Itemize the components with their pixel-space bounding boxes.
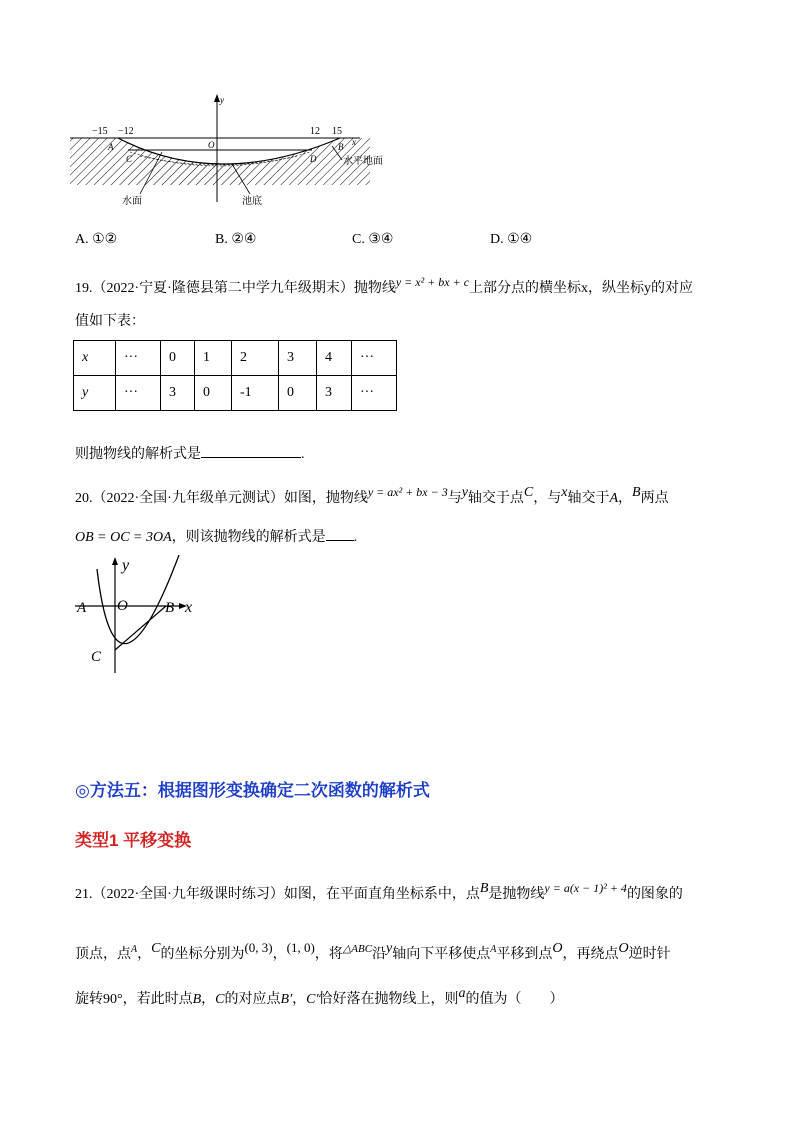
fig2-point-a: A: [77, 600, 87, 616]
q20-line1: 20.（2022·全国·九年级单元测试）如图，抛物线y = ax² + bx − 3与y轴交于点C，与x轴交于A，B两点: [75, 485, 669, 506]
fig2-origin: O: [117, 598, 128, 614]
parabola-figure: [75, 555, 205, 685]
fig2-point-b: B: [165, 600, 175, 616]
tick-neg12: −12: [118, 126, 134, 137]
fig2-x-label: x: [185, 599, 193, 616]
option-b: B. ②④: [215, 232, 257, 247]
option-d: D. ①④: [490, 232, 533, 247]
tick-15: 15: [332, 126, 342, 137]
label-ground: 水平地面: [343, 156, 383, 167]
q19-answer: 则抛物线的解析式是 .: [75, 443, 305, 465]
value-table: [73, 340, 397, 411]
q19-line1: 19.（2022·宁夏·隆德县第二中学九年级期末）抛物线y = x² + bx + c上部分点的横坐标x，纵坐标y的对应: [75, 275, 694, 296]
fig1-y-label: y: [220, 95, 224, 105]
fig1-point-b: B: [338, 142, 344, 152]
table-row: y ··· 3 0 -1 0 3 ···: [74, 376, 397, 411]
q20-line2: OB = OC = 3OA，则该抛物线的解析式是 .: [75, 526, 357, 548]
label-bottom: 池底: [242, 196, 262, 207]
method-heading: ◎方法五：根据图形变换确定二次函数的解析式: [75, 781, 430, 800]
q21-line1: 21.（2022·全国·九年级课时练习）如图，在平面直角坐标系中，点B是抛物线y = a(x − 1)² + 4的图象的: [75, 881, 683, 902]
fig1-origin: O: [208, 140, 215, 150]
pond-figure: [70, 90, 400, 210]
q19-line2: 值如下表：: [75, 314, 145, 329]
table-row: x ··· 0 1 2 3 4 ···: [74, 341, 397, 376]
q21-line3: 旋转90°，若此时点B，C的对应点B′，C′恰好落在抛物线上，则a的值为（ ）: [75, 986, 564, 1007]
q21-line2: 顶点，点$^A$，C的坐标分别为(0, 3)，(1, 0)，将$^{\triangle ABC}$沿y轴向下平移使点$^A$平移到点O，再绕点O逆时针: [75, 940, 671, 962]
fig2-point-c: C: [91, 649, 102, 665]
tick-12: 12: [310, 126, 320, 137]
fig1-point-a: A: [108, 142, 114, 152]
fig1-x-label: x: [352, 137, 356, 147]
fig1-point-d: D: [310, 154, 317, 164]
option-c: C. ③④: [352, 232, 394, 247]
option-a: A. ①②: [75, 232, 118, 247]
tick-neg15: −15: [92, 126, 108, 137]
type-heading: 类型1 平移变换: [75, 831, 192, 850]
fig1-point-c: C: [126, 154, 133, 164]
fig2-y-label: y: [122, 557, 130, 574]
label-water: 水面: [122, 196, 142, 207]
